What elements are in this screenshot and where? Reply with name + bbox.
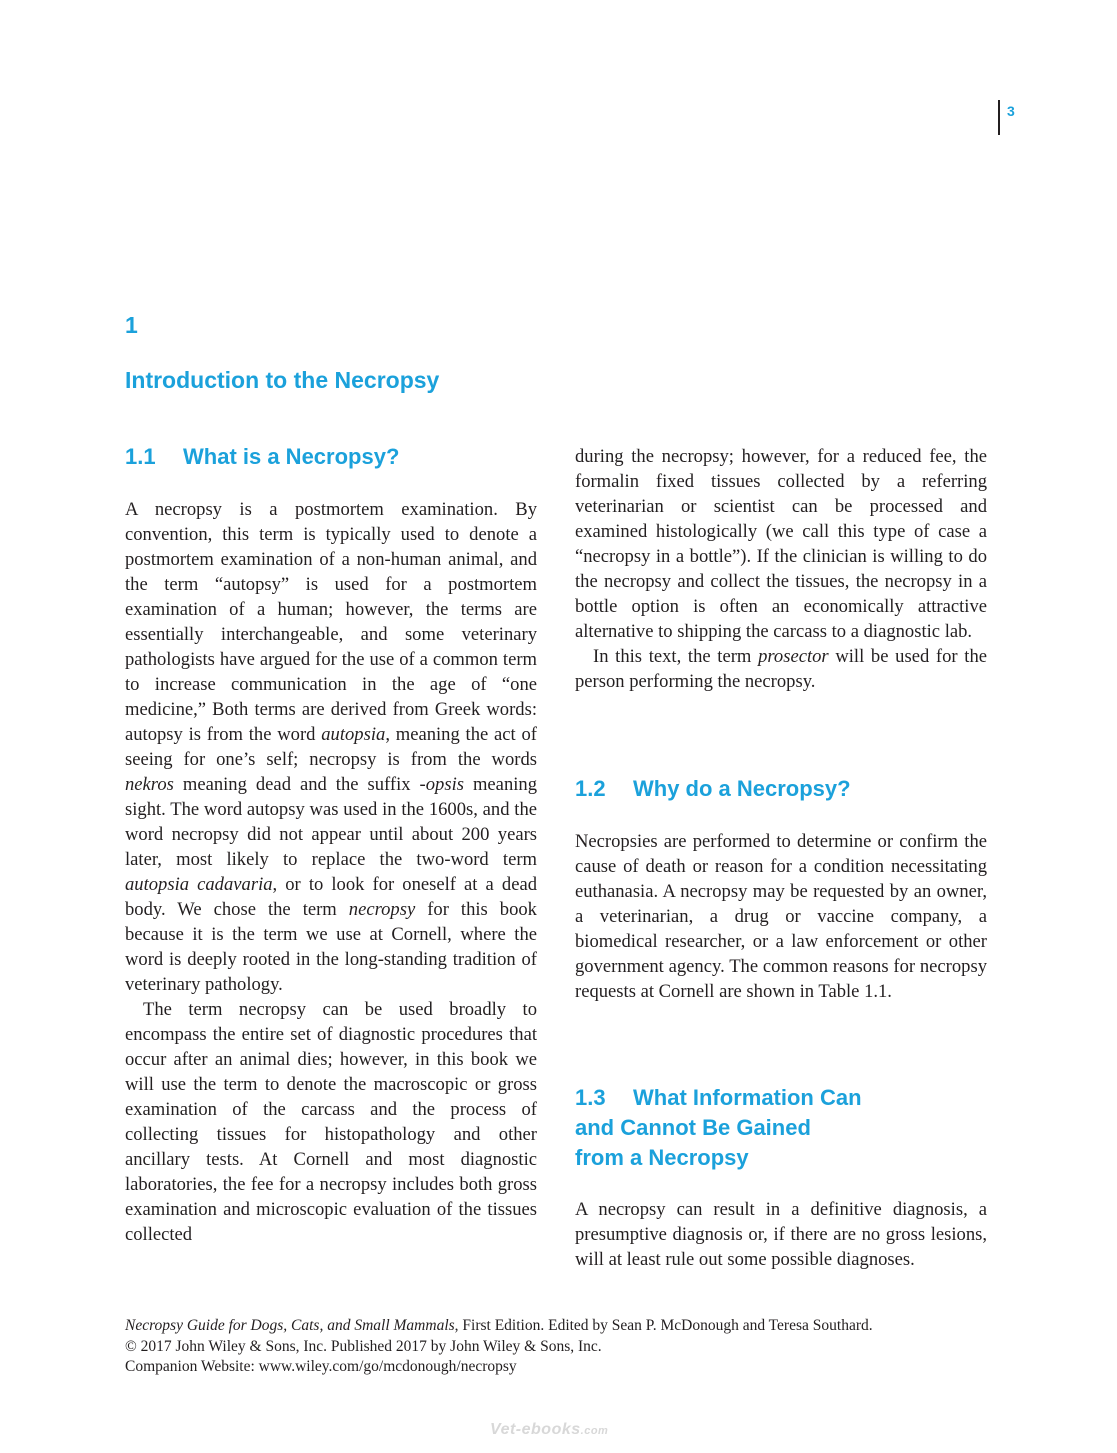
section-1-1-number: 1.1 [125, 444, 156, 469]
page-number-rule [998, 100, 1000, 135]
section-1-3-title-line-3: from a Necropsy [575, 1145, 749, 1170]
right-column-continuation [575, 444, 987, 694]
section-1-2-paragraph-1: Necropsies are performed to determine or confirm the cause of death or reason for a condition necessitating euthanasia. A necropsy may be requested by an owner, a veterinarian, a drug or vaccine company, a biomedical researcher, or a law enforcement or other government agency. The common reasons for necropsy requests at Cornell are shown in Table 1.1. [575, 831, 987, 1002]
footer-line-2: © 2017 John Wiley & Sons, Inc. Published 2017 by John Wiley & Sons, Inc. [125, 1337, 602, 1355]
section-1-1-title: What is a Necropsy? [183, 444, 400, 469]
section-1-2-heading [575, 774, 851, 804]
section-1-1-heading [125, 442, 399, 472]
section-1-3-heading [575, 1083, 862, 1173]
footer-line-3: Companion Website: www.wiley.com/go/mcdonough/necropsy [125, 1358, 517, 1375]
chapter-number: 1 [125, 312, 138, 338]
page-number: 3 [1007, 103, 1015, 119]
section-1-3-title-line-1: What Information Can [633, 1085, 862, 1110]
left-column-text [125, 497, 537, 1247]
section-1-1-paragraph-2-part-1: The term necropsy can be used broadly to encompass the entire set of diagnostic procedures that occur after an animal dies; however, in this book we will use the term to denote the macroscopic or gross examination of the carcass and the process of collecting tissues for histopathology and other ancillary tests. At Cornell and most diagnostic laboratories, the fee for a necropsy includes both gross examination and microscopic evaluation of the tissues collected [125, 999, 537, 1245]
section-1-3-text [575, 1197, 987, 1272]
section-1-2-text [575, 829, 987, 1004]
section-1-1-paragraph-1: A necropsy is a postmortem examination. By convention, this term is typically used to denote a postmortem examination of a non-human animal, and the term “autopsy” is used for a postmortem examination of a human; however, the terms are essentially interchangeable, and some veterinary pathologists have argued for the use of a common term to increase communication in the age of “one medicine,” Both terms are derived from Greek words: autopsy is from the word autopsia, meaning the act of seeing for one’s self; necropsy is from the words nekros meaning dead and the suffix -opsis meaning sight. The word autopsy was used in the 1600s, and the word necropsy did not appear until about 200 years later, most likely to replace the two-word term autopsia cadavaria, or to look for oneself at a dead body. We chose the term necropsy for this book because it is the term we use at Cornell, where the word is deeply rooted in the long-standing tradition of veterinary pathology. [125, 499, 537, 995]
watermark-logo: Vet-ebooks.com [490, 1421, 609, 1438]
section-1-3-number: 1.3 [575, 1085, 606, 1110]
footer-line-1: Necropsy Guide for Dogs, Cats, and Small Mammals, First Edition. Edited by Sean P. McDonough and Teresa Southard. [125, 1317, 873, 1334]
section-1-2-title: Why do a Necropsy? [633, 776, 851, 801]
copyright-footer [125, 1316, 1005, 1378]
section-1-1-paragraph-3: In this text, the term prosector will be used for the person performing the necropsy. [575, 646, 987, 692]
section-1-2-number: 1.2 [575, 776, 606, 801]
footer-book-title: Necropsy Guide for Dogs, Cats, and Small Mammals [125, 1317, 455, 1334]
section-1-1-paragraph-2-part-2: during the necropsy; however, for a reduced fee, the formalin fixed tissues collected by a referring veterinarian or scientist can be processed and examined histologically (we call this type of case a “necropsy in a bottle”). If the clinician is willing to do the necropsy and collect the tissues, the necropsy in a bottle option is often an economically attractive alternative to shipping the carcass to a diagnostic lab. [575, 446, 987, 642]
section-1-3-title-line-2: and Cannot Be Gained [575, 1115, 811, 1140]
section-1-3-paragraph-1: A necropsy can result in a definitive diagnosis, a presumptive diagnosis or, if there are no gross lesions, will at least rule out some possible diagnoses. [575, 1199, 987, 1270]
chapter-title: Introduction to the Necropsy [125, 367, 440, 393]
